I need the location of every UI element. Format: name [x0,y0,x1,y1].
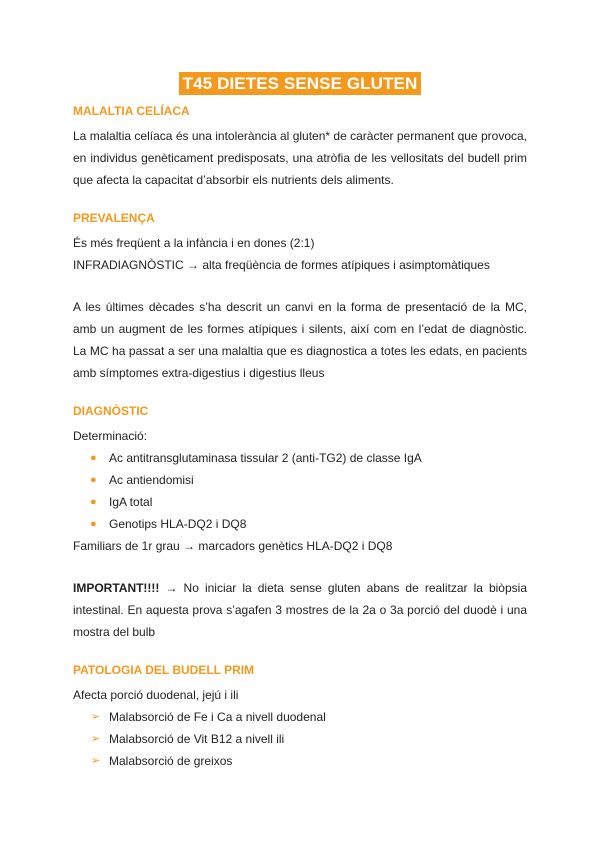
prevalence-paragraph: A les últimes dècades s’ha descrit un canvi en la forma de presentació de la MC, amb un augment de les formes atípiques i silents, així com en l’edat de diagnòstic. La MC ha passat a ser una malaltia que es diagnostica a totes les edats, en pacients amb símptomes extra-digestius i digestius lleus [73,300,527,380]
list-item: ➢ Malabsorció de Vit B12 a nivell ili [73,728,527,750]
important-text: → No iniciar la dieta sense gluten abans de realitzar la biòpsia intestinal. En aquesta prova s’agafen 3 mostres de la 2a o 3a porció del duodè i una mostra del bulb [73,581,527,639]
arrowhead-icon: ➢ [91,711,101,723]
celiac-paragraph: La malaltia celíaca és una intolerància al gluten* de caràcter permanent que provoca, en individus genèticament predisposats, una atròfia de les vellositats del budell prim que afecta la capacitat d’absorbir els nutrients dels aliments. [73,129,527,187]
list-item: ● Ac antitransglutaminasa tissular 2 (anti-TG2) de classe IgA [73,447,527,469]
diagnosis-intro: Determinació: [73,429,148,443]
bullet-icon: ● [90,496,97,508]
bullet-icon: ● [90,518,97,530]
document-title: T45 DIETES SENSE GLUTEN [179,72,422,95]
prevalence-line-2: INFRADIAGNÒSTIC → alta freqüència de formes atípiques i asimptomàtiques [73,258,490,272]
list-item: ● Ac antiendomisi [73,469,527,491]
arrowhead-icon: ➢ [91,733,101,745]
bullet-icon: ● [90,474,97,486]
diagnosis-list [73,447,527,535]
heading-pathology: PATOLOGIA DEL BUDELL PRIM [73,663,255,677]
pathology-intro: Afecta porció duodenal, jejú i ili [73,688,239,702]
list-item: ➢ Malabsorció de greixos [73,750,527,772]
document-body [73,104,527,772]
list-item: ➢ Malabsorció de Fe i Ca a nivell duodenal [73,706,527,728]
heading-celiac: MALALTIA CELÍACA [73,104,190,118]
title-wrap [0,72,600,95]
important-label: IMPORTANT!!!! [73,581,160,595]
arrowhead-icon: ➢ [91,755,101,767]
diagnosis-family: Familiars de 1r grau → marcadors genètics HLA-DQ2 i DQ8 [73,539,393,553]
heading-diagnosis: DIAGNÒSTIC [73,404,149,418]
list-item: ● IgA total [73,491,527,513]
heading-prevalence: PREVALENÇA [73,211,155,225]
list-item: ● Genotips HLA-DQ2 i DQ8 [73,513,527,535]
prevalence-line-1: És més freqüent a la infància i en dones (2:1) [73,236,315,250]
important-paragraph [73,577,527,643]
bullet-icon: ● [90,452,97,464]
pathology-list [73,706,527,772]
